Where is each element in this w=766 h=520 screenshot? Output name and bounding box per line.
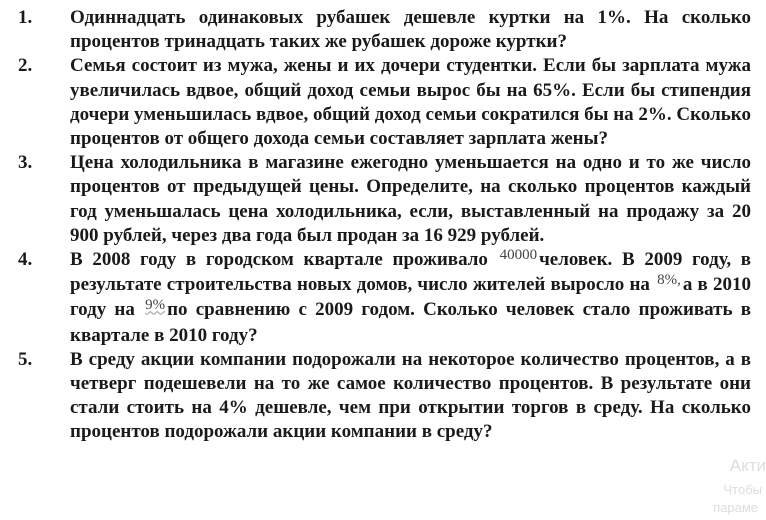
problem-text: Цена холодильника в магазине ежегодно уменьшается на одно и то же число процентов от предыдущей цены. Определите, на сколько процентов каждый год уменьшалась цена холодильника, если, выставленный на продажу за 20 900 рублей, через два года был продан за 16 929 рублей. [70, 152, 751, 246]
formula-value-percent-2010: 9% [145, 297, 166, 314]
problem-number: 3. [18, 152, 33, 174]
problem-number: 2. [18, 55, 33, 77]
activation-watermark-line: Чтобы [723, 482, 762, 497]
problem-text: В среду акции компании подорожали на некоторое количество процентов, а в четверг подешевели на то же самое количество процентов. В результате они стали стоить на 4% дешевле, чем при открытии торгов в среду. На сколько процентов подорожали акции компании в среду? [70, 348, 751, 443]
problem-list [18, 6, 751, 445]
activation-watermark-line: Акти [729, 456, 766, 475]
problem-number: 5. [18, 348, 33, 370]
problem-number: 4. [18, 249, 33, 271]
problem-3 [18, 151, 751, 248]
problem-2 [18, 54, 751, 151]
problem-5 [18, 348, 751, 445]
problem-4 [18, 248, 751, 348]
formula-value-percent-2009: 8%, [657, 272, 681, 289]
problem-text-part: по сравнению с 2009 годом. Сколько человек стало проживать в квартале в 2010 году? [70, 299, 752, 346]
formula-value-population: 40000 [499, 247, 538, 264]
problem-text-part: а в 2010 году на [70, 274, 752, 321]
problem-text-part: человек. В 2009 году, в результате строительства новых домов, число жителей выросло на [70, 249, 751, 296]
problem-number: 1. [18, 7, 33, 28]
problem-text-part: В 2008 году в городском квартале проживало [70, 249, 488, 271]
activation-watermark-line: параме [713, 500, 758, 515]
problem-text: Семья состоит из мужа, жены и их дочери студентки. Если бы зарплата мужа увеличилась вдвое, общий доход семьи вырос бы на 65%. Если бы стипендия дочери уменьшилась вдвое, общий доход семьи сократился бы на 2%. Сколько процентов от общего дохода семьи составляет зарплата жены? [70, 55, 751, 150]
problem-text: Одиннадцать одинаковых рубашек дешевле куртки на 1%. На сколько процентов тринадцать таких же рубашек дороже куртки? [70, 7, 751, 53]
problem-1 [18, 6, 751, 54]
